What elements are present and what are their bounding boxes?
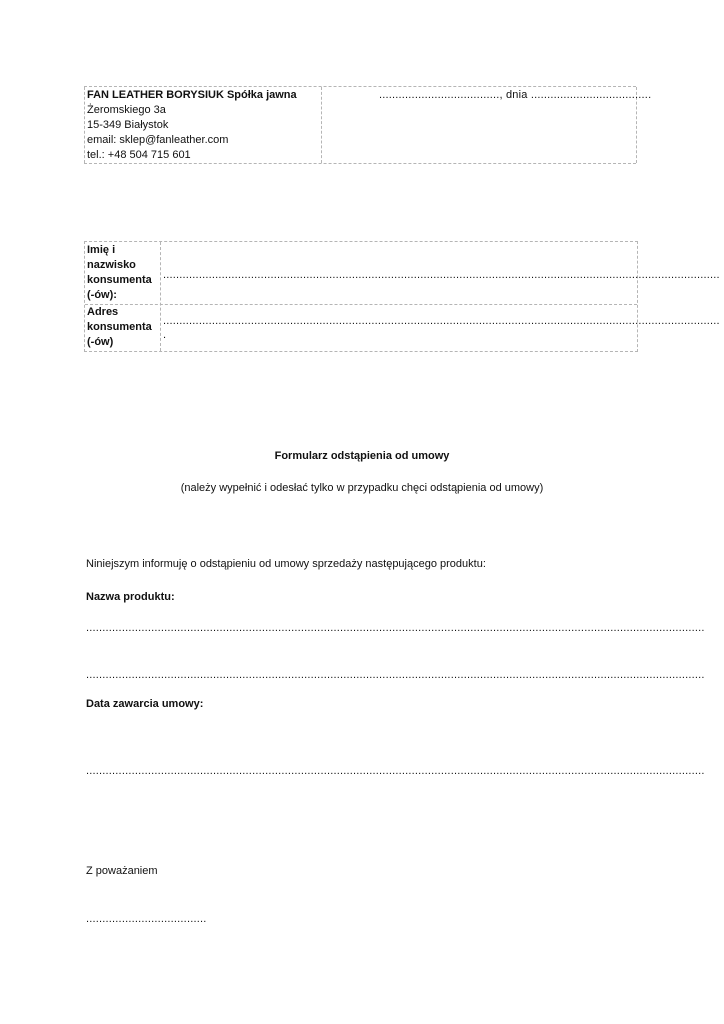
form-subtitle: (należy wypełnić i odesłać tylko w przypadku chęci odstąpienia od umowy): [180, 482, 544, 494]
company-email: email: sklep@fanleather.com: [87, 134, 229, 146]
header-table: [84, 86, 652, 164]
intro-text: Niniejszym informuję o odstąpieniu od umowy sprzedaży następującego produktu:: [86, 558, 486, 570]
company-city: 15-349 Białystok: [87, 119, 169, 131]
product-label: Nazwa produktu:: [86, 591, 175, 603]
consumer-name-field[interactable]: ...........................................................................................................................................................................: [163, 269, 720, 281]
consumer-address-label: Adres konsumenta (-ów): [87, 306, 152, 348]
contract-date-label: Data zawarcia umowy:: [86, 698, 204, 710]
consumer-table: [84, 241, 720, 352]
company-info-cell: [84, 87, 322, 163]
company-street: Żeromskiego 3a: [87, 104, 166, 116]
consumer-address-field-2[interactable]: .: [163, 329, 167, 341]
place-date-line[interactable]: ....................................., dnia .....................................: [379, 89, 652, 101]
column-divider: [160, 242, 161, 351]
product-field-1[interactable]: ..............................................................................................................................................................................................: [86, 622, 705, 634]
product-field-2[interactable]: ..............................................................................................................................................................................................: [86, 669, 705, 681]
consumer-address-field[interactable]: ...........................................................................................................................................................................: [163, 315, 720, 327]
row-divider: [85, 304, 637, 305]
date-cell: [321, 87, 652, 163]
consumer-name-label: Imię i nazwisko konsumenta (-ów):: [87, 244, 152, 301]
company-phone: tel.: +48 504 715 601: [87, 149, 191, 161]
contract-date-field[interactable]: ..............................................................................................................................................................................................: [86, 765, 705, 777]
company-name: FAN LEATHER BORYSIUK Spółka jawna: [87, 89, 297, 101]
signature-field[interactable]: .....................................: [86, 913, 207, 925]
closing-text: Z poważaniem: [86, 865, 158, 877]
form-title: Formularz odstąpienia od umowy: [274, 450, 450, 462]
